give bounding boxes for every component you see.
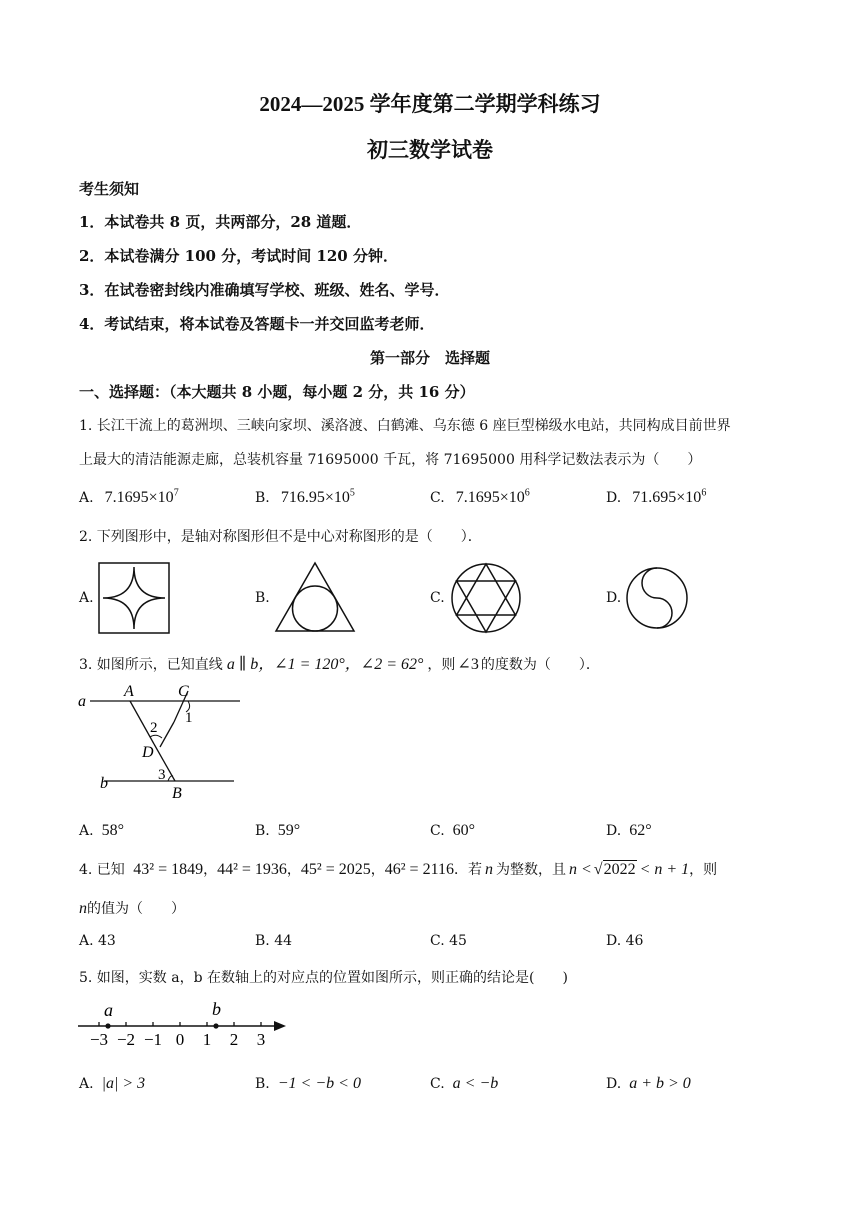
q3-option-b[interactable]: B. 59° (255, 822, 301, 839)
q2-stem: 2. 下列图形中，是轴对称图形但不是中心对称图形的是（ ）． (79, 529, 482, 545)
q2-figure-c[interactable] (449, 561, 523, 635)
option-value: 7.1695×10 (104, 489, 174, 506)
q5-stem: 5. 如图，实数 a，b 在数轴上的对应点的位置如图所示，则正确的结论是( ) (79, 970, 568, 986)
option-value: 71.695×10 (632, 489, 702, 506)
q3-stem-math: a ∥ b，∠1 = 120°，∠2 = 62° (226, 656, 424, 673)
notice-heading: 考生须知 (79, 180, 140, 198)
q5-number-line (74, 996, 294, 1048)
q4-ineq-left: n < (568, 861, 592, 878)
exam-title: 2024—2025 学年度第二学期学科练习 (259, 92, 601, 116)
q4-ineq-right: < n + 1 (639, 861, 690, 878)
notice-item: 2．本试卷满分 100 分，考试时间 120 分钟． (79, 247, 398, 265)
q3-angle3: ∠3 (457, 656, 479, 673)
notice-item: 3．在试卷密封线内准确填写学校、班级、姓名、学号． (79, 281, 450, 299)
q5-option-c[interactable]: C. a < −b (430, 1075, 499, 1092)
label-3: 3 (158, 767, 166, 783)
q4-option-c[interactable]: C. 45 (430, 933, 467, 949)
option-exponent: 5 (349, 487, 355, 499)
q3-option-c[interactable]: C. 60° (430, 822, 476, 839)
option-label: B. (255, 490, 270, 506)
q4-eq4: 46² = 2116 (384, 861, 454, 878)
q4-radicand: 2022 (603, 861, 636, 878)
q1-option-a[interactable] (79, 487, 179, 507)
option-value: 7.1695×10 (455, 489, 525, 506)
axis-tick-label: 1 (202, 1030, 212, 1048)
q2-option-a-label[interactable]: A. (79, 590, 94, 606)
label-1: 1 (185, 710, 193, 726)
q1-option-d[interactable] (606, 487, 706, 507)
q4-eq1: 43² = 1849 (133, 861, 204, 878)
point-b-label: b (212, 999, 221, 1019)
option-exponent: 6 (524, 487, 530, 499)
option-exponent: 6 (701, 487, 707, 499)
q2-figure-d[interactable] (625, 566, 689, 630)
q2-option-b-label[interactable]: B. (255, 590, 270, 606)
label-b: b (100, 775, 108, 792)
option-label: A. (79, 490, 94, 506)
point-b-dot (213, 1023, 218, 1028)
label-a: a (78, 693, 86, 710)
q1-stem-line1: 1. 长江干流上的葛洲坝、三峡向家坝、溪洛渡、白鹤滩、乌东德 6 座巨型梯级水电站，共同构成目前世界 (79, 418, 731, 434)
option-value: 716.95×10 (280, 489, 350, 506)
option-label: D. (606, 490, 622, 506)
label-2: 2 (150, 720, 158, 736)
q2-option-c-label[interactable]: C. (430, 590, 445, 606)
axis-tick-label: −2 (116, 1030, 136, 1048)
axis-tick-label: 2 (229, 1030, 239, 1048)
q4-option-a[interactable]: A. 43 (79, 933, 116, 949)
label-C: C (178, 683, 189, 700)
point-a-label: a (104, 1000, 113, 1020)
section-heading: 一、选择题：（本大题共 8 小题，每小题 2 分，共 16 分） (79, 383, 475, 401)
axis-arrow (274, 1021, 286, 1031)
q4-option-d[interactable]: D. 46 (606, 933, 644, 949)
option-exponent: 7 (173, 487, 179, 499)
q2-figure-b[interactable] (273, 560, 357, 634)
label-D: D (142, 744, 154, 761)
q4-eq3: 45² = 2025 (300, 861, 371, 878)
axis-tick-label: −3 (89, 1030, 109, 1048)
exam-subtitle: 初三数学试卷 (367, 138, 493, 162)
q3-option-d[interactable]: D. 62° (606, 822, 652, 839)
q5-option-a[interactable]: A. |a| > 3 (79, 1075, 146, 1092)
axis-tick-label: 0 (175, 1030, 185, 1048)
notice-item: 4．考试结束，将本试卷及答题卡一并交回监考老师． (79, 315, 435, 333)
axis-tick-label: −1 (143, 1030, 163, 1048)
q4-stem-line2: n的值为（ ） (79, 900, 185, 917)
q3-stem: 3. 如图所示，已知直线 a ∥ b，∠1 = 120°，∠2 = 62° ，则 ∠3 的度数为（ ）． (79, 656, 600, 673)
point-a-dot (105, 1023, 110, 1028)
q4-option-b[interactable]: B. 44 (255, 933, 293, 949)
q1-stem-line2: 上最大的清洁能源走廊，总装机容量 71695000 千瓦，将 71695000 用科学记数法表示为（ ） (79, 452, 702, 468)
q2-option-d-label[interactable]: D. (606, 590, 622, 606)
q1-option-b[interactable] (255, 487, 355, 507)
q4-stem-line1: 4. 已知 43² = 1849，44² = 1936，45² = 2025，46² = 2116．若 n 为整数，且 n < √2022 < n + 1，则 (79, 861, 718, 878)
segment-cd-lower (160, 722, 174, 747)
notice-item: 1．本试卷共 8 页，共两部分，28 道题． (79, 213, 362, 231)
option-label: C. (430, 490, 445, 506)
q1-option-c[interactable] (430, 487, 530, 507)
label-A: A (124, 683, 134, 700)
label-B: B (172, 785, 182, 802)
q5-option-d[interactable]: D. a + b > 0 (606, 1075, 691, 1092)
q2-figure-a[interactable] (97, 561, 171, 635)
q3-figure (72, 682, 252, 804)
q3-option-a[interactable]: A. 58° (79, 822, 124, 839)
axis-tick-label: 3 (256, 1030, 266, 1048)
q5-option-b[interactable]: B. −1 < −b < 0 (255, 1075, 361, 1092)
part-title: 第一部分 选择题 (369, 349, 490, 367)
q4-eq2: 44² = 1936 (217, 861, 287, 878)
